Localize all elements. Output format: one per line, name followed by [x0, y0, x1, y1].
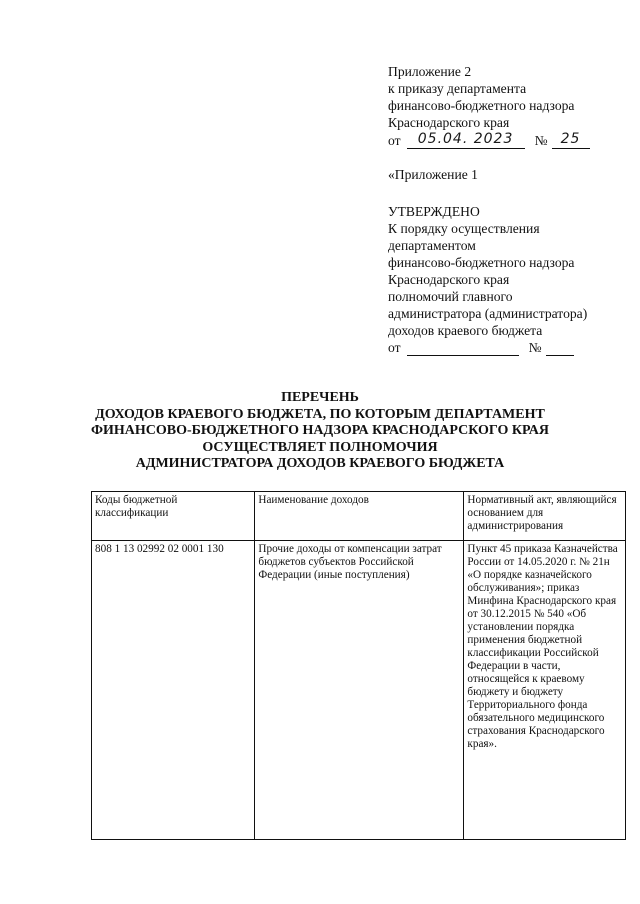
header-legal-basis: Нормативный акт, являющийся основанием для администрирования [464, 492, 626, 541]
table-header-row [92, 492, 626, 541]
quoted-appendix: «Приложение 1 [388, 167, 478, 182]
date-blank [407, 341, 519, 356]
income-table [91, 491, 626, 840]
from-label: от [388, 340, 401, 355]
number-label: № [528, 340, 542, 355]
approved-line: администратора (администратора) [388, 306, 588, 321]
header-codes: Коды бюджетной классификации [92, 492, 255, 541]
order-number: 25 [552, 131, 590, 149]
appendix-department: финансово-бюджетного надзора [388, 98, 575, 113]
appendix-region: Краснодарского края [388, 115, 510, 130]
approved-heading: УТВЕРЖДЕНО [388, 204, 480, 219]
number-blank [546, 341, 574, 356]
title-line: ДОХОДОВ КРАЕВОГО БЮДЖЕТА, ПО КОТОРЫМ ДЕПАРТАМЕНТ [95, 406, 545, 422]
approved-line: Краснодарского края [388, 272, 510, 287]
approved-date-number-row [388, 339, 587, 356]
appendix-date-number-row [388, 131, 590, 149]
order-date: 05.04. 2023 [407, 131, 525, 149]
title-line: ПЕРЕЧЕНЬ [281, 390, 359, 405]
cell-income-name: Прочие доходы от компенсации затрат бюджетов субъектов Российской Федерации (иные поступления) [255, 541, 464, 840]
cell-legal-basis: Пункт 45 приказа Казначейства России от 14.05.2020 г. № 21н «О порядке казначейского обслуживания»; приказ Минфина Краснодарского края от 30.12.2015 № 540 «Об установлении порядка применения бюджетной классификации Российской Федерации в части, относящейся к краевому бюджету и бюджету Территориального фонда обязательного медицинского страхования Краснодарского края». [464, 541, 626, 840]
table-row [92, 541, 626, 840]
document-title [60, 390, 580, 473]
title-line: АДМИНИСТРАТОРА ДОХОДОВ КРАЕВОГО БЮДЖЕТА [135, 456, 505, 471]
header-income-name: Наименование доходов [255, 492, 464, 541]
appendix-order-ref: к приказу департамента [388, 81, 527, 96]
approved-line: финансово-бюджетного надзора [388, 255, 575, 270]
from-label: от [388, 133, 401, 148]
appendix-header [388, 63, 590, 149]
cell-code: 808 1 13 02992 02 0001 130 [92, 541, 255, 840]
number-label: № [534, 133, 548, 148]
approved-line: К порядку осуществления [388, 221, 540, 236]
appendix-number: Приложение 2 [388, 64, 472, 79]
approved-line: полномочий главного [388, 289, 513, 304]
approved-line: департаментом [388, 238, 476, 253]
approved-block [388, 203, 587, 356]
title-line: ФИНАНСОВО-БЮДЖЕТНОГО НАДЗОРА КРАСНОДАРСКОГО КРАЯ [90, 423, 550, 438]
approved-line: доходов краевого бюджета [388, 323, 543, 338]
title-line: ОСУЩЕСТВЛЯЕТ ПОЛНОМОЧИЯ [202, 439, 438, 455]
